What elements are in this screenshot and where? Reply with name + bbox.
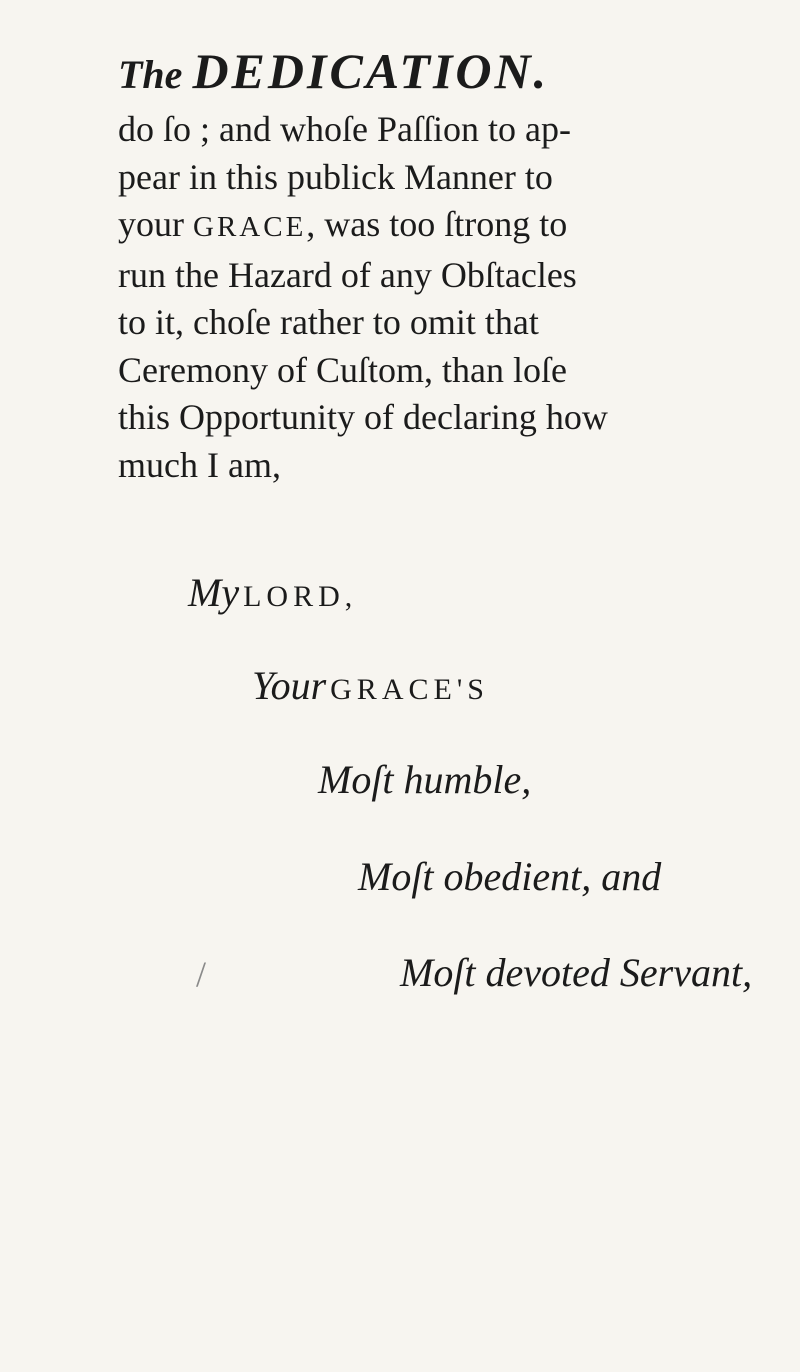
salutation-your: Your <box>252 663 327 708</box>
body-line-2: pear in this publick Manner to <box>118 156 553 197</box>
body-line-5: to it, choſe rather to omit that <box>118 302 539 342</box>
dedication-body <box>118 106 738 489</box>
body-grace-smallcaps: GRACE <box>193 211 307 243</box>
body-line-3 <box>118 201 738 252</box>
closing-most-humble: Moſt humble, <box>318 757 532 802</box>
salutation-graces: GRACE'S <box>330 673 489 706</box>
salutation-my: My <box>188 570 240 615</box>
body-line-1: do ſo ; and whoſe Paſſion to ap- <box>118 109 571 149</box>
closing-most-obedient: Moſt obedient, and <box>358 854 662 899</box>
page-speck: / <box>196 954 207 994</box>
body-line-7: this Opportunity of declaring how <box>118 397 608 437</box>
closing-most-devoted-servant: Moſt devoted Servant, <box>400 950 753 995</box>
body-line-3-after: , was too ſtrong to <box>306 204 568 244</box>
salutation-my-lord <box>188 570 358 615</box>
salutation-your-graces <box>252 663 489 708</box>
running-headline <box>118 43 550 99</box>
headline-the: The <box>118 52 183 97</box>
body-line-6: Ceremony of Cuſtom, than loſe <box>118 349 567 390</box>
salutation-lord: LORD, <box>243 580 358 613</box>
body-line-8: much I am, <box>118 444 281 485</box>
body-line-3-before: your <box>118 204 193 244</box>
body-line-4: run the Hazard of any Obſtacles <box>118 254 577 295</box>
headline-title: DEDICATION. <box>192 43 550 99</box>
